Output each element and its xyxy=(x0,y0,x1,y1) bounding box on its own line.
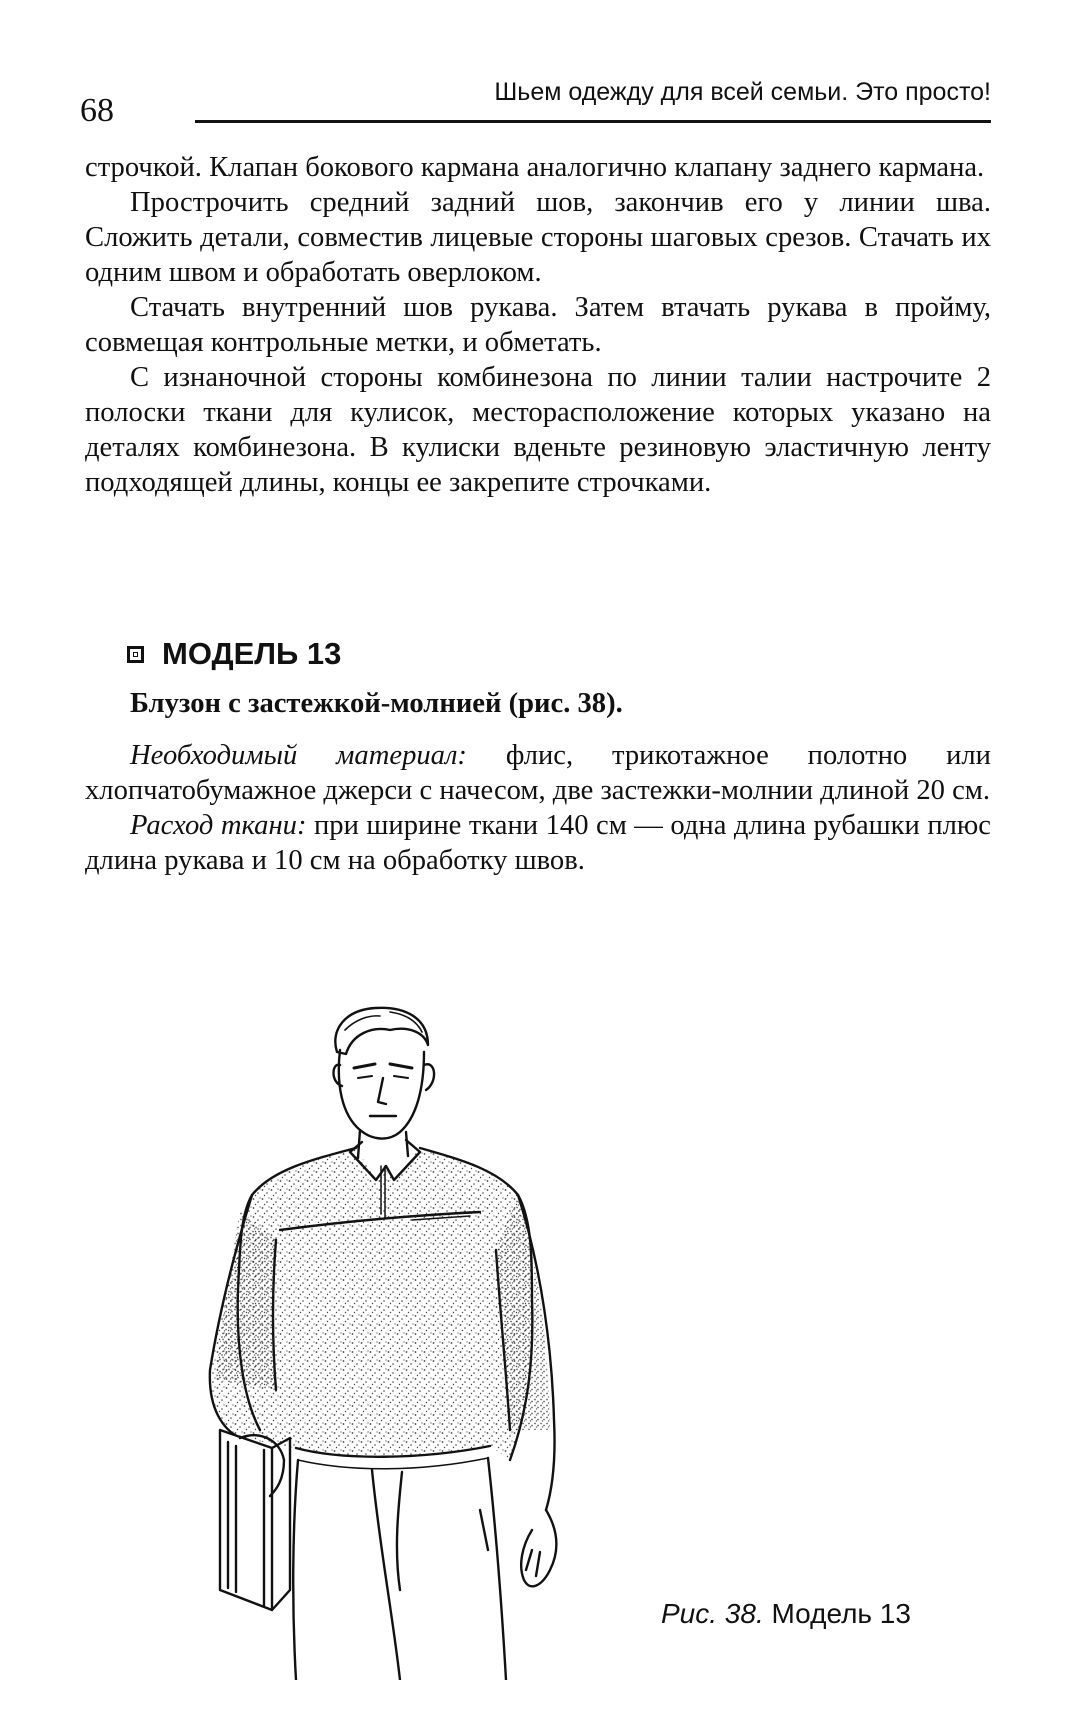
fabric-text: при ширине ткани 140 см — одна длина рубашки плюс длина рукава и 10 см на обработку швов. xyxy=(85,810,991,876)
figure-caption-label: Рис. 38. xyxy=(661,1598,764,1629)
man-in-fleece-blouson-illustration xyxy=(180,990,680,1680)
material-block xyxy=(85,738,991,878)
figure-caption xyxy=(661,1598,911,1630)
section-heading-text: МОДЕЛЬ 13 xyxy=(162,636,342,671)
section-subtitle: Блузон с застежкой-молнией (рис. 38). xyxy=(130,688,623,719)
paragraph: С изнаночной стороны комбинезона по линии талии настрочите 2 полоски ткани для кулисок, месторасположение которых указано на деталях комбинезона. В кулиски вденьте резиновую эластичную ленту подходящей длины, концы ее закрепите строчками. xyxy=(85,362,991,498)
fabric-paragraph xyxy=(85,808,991,878)
material-text: флис, трикотажное полотно или хлопчатобумажное джерси с начесом, две застежки-молнии длиной 20 см. xyxy=(85,740,991,806)
running-header: Шьем одежду для всей семьи. Это просто! xyxy=(494,78,991,106)
square-bullet-icon xyxy=(127,646,144,663)
paragraph: Стачать внутренний шов рукава. Затем втачать рукава в пройму, совмещая контрольные метки, и обметать. xyxy=(85,292,991,358)
fabric-label: Расход ткани: xyxy=(130,810,307,841)
figure-illustration xyxy=(180,990,680,1680)
material-label: Необходимый материал: xyxy=(130,740,467,771)
paragraph: Прострочить средний задний шов, закончив его у линии шва. Сложить детали, совместив лицевые стороны шаговых срезов. Стачать их одним швом и обработать оверлоком. xyxy=(85,187,991,288)
material-paragraph xyxy=(85,738,991,808)
body-text xyxy=(85,150,991,500)
paragraph: строчкой. Клапан бокового кармана аналогично клапану заднего кармана. xyxy=(85,152,985,183)
header-rule xyxy=(195,120,991,123)
section-heading xyxy=(127,636,341,672)
figure-caption-text: Модель 13 xyxy=(763,1598,911,1629)
page-number: 68 xyxy=(80,92,114,129)
